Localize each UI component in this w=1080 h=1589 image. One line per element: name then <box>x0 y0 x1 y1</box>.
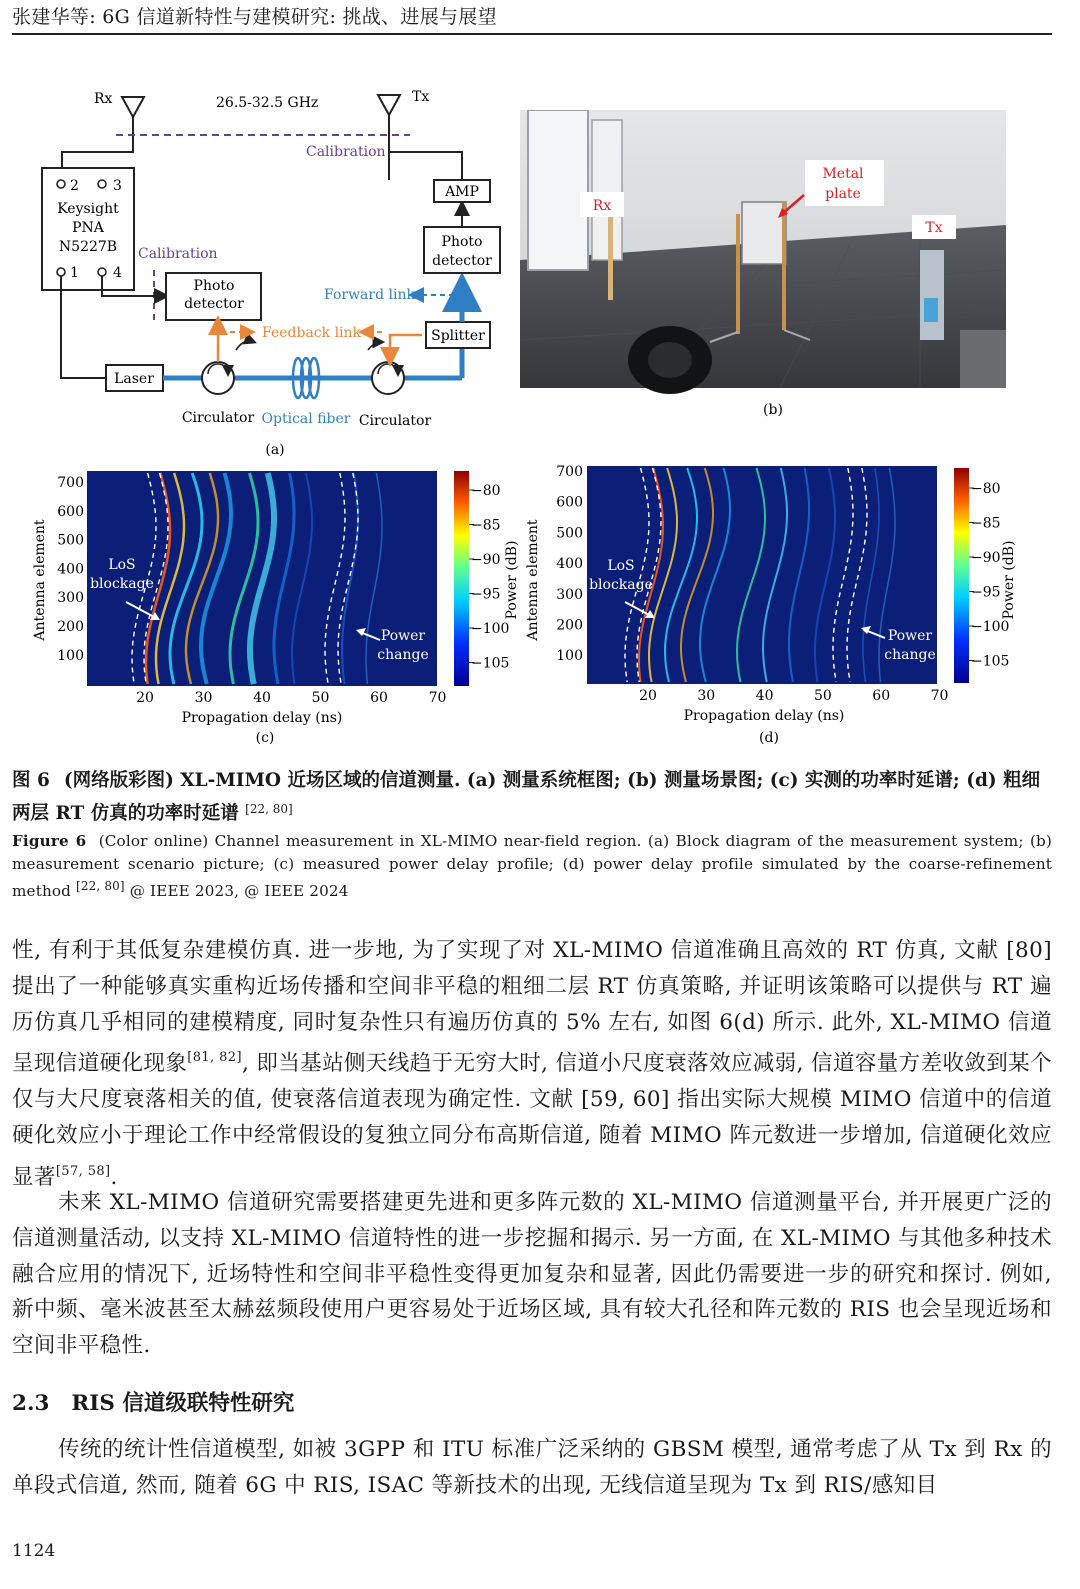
para1-ref-1: [81, 82] <box>187 1050 242 1066</box>
x-tick-label-c: 70 <box>428 690 447 706</box>
colorbar-tick-label-c: −80 <box>471 483 501 499</box>
panel-a-label: (a) <box>265 442 285 458</box>
rx-label: Rx <box>94 91 113 107</box>
cblabel-c: Power (dB) <box>504 540 520 620</box>
x-tick-label-c: 60 <box>370 690 388 706</box>
y-tick-label-c: 600 <box>57 503 84 520</box>
port-1-label: 1 <box>70 265 79 281</box>
heatmap-panel-c <box>30 460 520 750</box>
circulator-left-icon <box>202 362 234 394</box>
ylabel-c: Antenna element <box>32 519 48 641</box>
xlabel-d: Propagation delay (ns) <box>683 708 845 724</box>
circulator-left-label: Circulator <box>181 410 255 426</box>
running-head: 张建华等: 6G 信道新特性与建模研究: 挑战、进展与展望 <box>12 6 497 28</box>
pc-c-1: Power <box>380 628 426 644</box>
x-tick-label-c: 20 <box>136 690 154 706</box>
y-tick-label-d: 100 <box>556 648 583 665</box>
feedback-link-label: Feedback link <box>262 325 362 341</box>
heatmap-panel-d <box>525 460 1020 750</box>
y-tick-label-d: 400 <box>556 556 583 573</box>
y-tick-label-d: 200 <box>556 617 583 634</box>
x-tick-label-c: 30 <box>194 690 213 706</box>
pna-line-3: N5227B <box>58 239 118 255</box>
los-d-2: blockage <box>589 577 653 593</box>
colorbar-tick-label-c: −95 <box>471 586 501 603</box>
port-3-label: 3 <box>113 178 122 194</box>
colorbar-tick-label-d: −105 <box>971 653 1010 670</box>
para1-ref-2: [57, 58] <box>55 1163 111 1179</box>
splitter-label: Splitter <box>431 328 485 344</box>
photo-metal-line-1: Metal <box>822 166 864 182</box>
los-c-2: blockage <box>90 576 154 592</box>
circulator-right-icon <box>372 362 404 394</box>
header-rule <box>12 33 1052 35</box>
x-tick-label-d: 70 <box>930 688 949 704</box>
section-heading <box>12 1386 294 1417</box>
y-tick-label-c: 500 <box>57 532 84 549</box>
figure-panel-c <box>30 460 520 750</box>
colorbar-tick-label-c: −90 <box>471 552 501 568</box>
frequency-label: 26.5-32.5 GHz <box>216 95 319 111</box>
body-paragraph-3: 传统的统计性信道模型, 如被 3GPP 和 ITU 标准广泛采纳的 GBSM 模型, 通常考虑了从 Tx 到 Rx 的单段式信道, 然而, 随着 6G 中 RIS, ISAC 等新技术的出现, 无线信道呈现为 Tx 到 RIS/感知目 <box>12 1437 1052 1498</box>
para1-text-c: . <box>110 1164 118 1190</box>
cblabel-d: Power (dB) <box>1001 540 1017 620</box>
x-tick-label-d: 20 <box>639 688 657 704</box>
colorbar-tick-label-d: −85 <box>971 515 1001 532</box>
x-tick-label-d: 40 <box>755 688 774 704</box>
tx-antenna-icon <box>378 95 400 180</box>
pc-d-2: change <box>884 647 936 663</box>
para1-text-a: 性, 有利于其低复杂建模仿真. 进一步地, 为了实现了对 XL-MIMO 信道准确且高效的 RT 仿真, 文献 [80] 提出了一种能够真实重构近场传播和空间非平稳的粗细二层 RT 仿真策略, 并证明该策略可以提供与 RT 遍历仿真几乎相同的建模精度, 同时复杂性只有遍历仿真的 5% 左右, 如图 6(d) 所示. 此外, XL-MIMO 信道呈现信道硬化现象 <box>12 938 1052 1077</box>
x-tick-label-c: 40 <box>253 690 271 706</box>
pc-d-1: Power <box>887 628 933 644</box>
colorbar-tick-label-d: −90 <box>971 550 1001 566</box>
x-tick-label-c: 50 <box>311 690 330 706</box>
y-tick-label-d: 700 <box>556 464 583 480</box>
panel-d-label: (d) <box>759 730 779 746</box>
ylabel-d: Antenna element <box>525 519 541 641</box>
caption-english <box>12 830 1052 903</box>
rx-antenna-icon <box>122 97 144 138</box>
x-tick-label-d: 50 <box>813 688 832 704</box>
y-tick-label-c: 300 <box>57 590 84 607</box>
figure-panel-a <box>30 80 510 460</box>
y-tick-label-d: 500 <box>556 525 583 542</box>
x-tick-label-d: 60 <box>872 688 891 704</box>
photo-rx-label: Rx <box>592 198 612 214</box>
caption-chinese <box>12 766 1052 828</box>
los-d-1: LoS <box>607 558 635 574</box>
circulator-right-label: Circulator <box>358 413 432 429</box>
optical-fiber-label: Optical fiber <box>261 411 351 427</box>
calibration-left-label: Calibration <box>138 246 218 262</box>
y-tick-label-d: 600 <box>556 494 583 511</box>
caption-cn-number: 图 6 <box>12 770 50 791</box>
para1-text-b: , 即当基站侧天线趋于无穷大时, 信道小尺度衰落效应减弱, 信道容量方差收敛到某个仅与大尺度衰落相关的值, 使衰落信道表现为确定性. 文献 [59, 60] 指出实际大规模 MIMO 信道中的信道硬化效应小于理论工作中经常假设的复独立同分布高斯信道, 随着 MIMO 阵元数进一步增加, 信道硬化效应显著 <box>12 1051 1052 1190</box>
y-tick-label-d: 300 <box>556 586 583 603</box>
photo-detector-right-line-2: detector <box>432 253 492 269</box>
section-number: 2.3 <box>12 1391 50 1416</box>
caption-en-ref: [22, 80] <box>76 879 125 893</box>
pna-line-2: PNA <box>72 220 104 236</box>
colorbar-tick-label-d: −95 <box>971 584 1001 601</box>
y-tick-label-c: 700 <box>57 475 84 491</box>
x-tick-label-d: 30 <box>697 688 716 704</box>
calibration-top-label: Calibration <box>306 144 386 160</box>
body-paragraph-1 <box>12 933 1052 1196</box>
caption-en-text: (Color online) Channel measurement in XL-MIMO near-field region. (a) Block diagram of the measurement system; (b) measurement scenario picture; (c) measured power delay profile; (d) power delay profile simulated by the coarse-refinement method <box>12 832 1053 900</box>
colorbar-tick-label-c: −85 <box>471 517 501 534</box>
caption-en-tail: @ IEEE 2023, @ IEEE 2024 <box>124 882 349 900</box>
colorbar-tick-label-c: −105 <box>471 655 510 672</box>
colorbar-d <box>954 468 969 683</box>
pc-c-2: change <box>377 647 429 663</box>
los-c-1: LoS <box>108 557 136 573</box>
port-4-label: 4 <box>113 265 122 281</box>
figure-panel-d <box>525 460 1020 750</box>
caption-en-number: Figure 6 <box>12 832 87 850</box>
photo-tx-label: Tx <box>925 220 943 236</box>
amp-label: AMP <box>445 184 479 200</box>
laser-label: Laser <box>114 371 154 387</box>
colorbar-tick-label-d: −100 <box>971 619 1010 635</box>
colorbar-c <box>454 471 469 686</box>
tx-label: Tx <box>412 89 430 105</box>
photo-metal-line-2: plate <box>825 186 861 202</box>
photo-detector-left-line-1: Photo <box>193 278 235 294</box>
panel-c-label: (c) <box>255 730 275 746</box>
colorbar-tick-label-d: −80 <box>971 481 1001 497</box>
pna-line-1: Keysight <box>57 201 119 217</box>
port-2-label: 2 <box>70 178 79 194</box>
colorbar-tick-label-c: −100 <box>471 621 510 637</box>
measurement-scene-photo <box>520 110 1006 420</box>
section-title: RIS 信道级联特性研究 <box>71 1391 295 1416</box>
block-diagram <box>30 80 510 460</box>
figure-panel-b <box>520 110 1006 420</box>
xlabel-c: Propagation delay (ns) <box>181 710 343 726</box>
photo-detector-right-line-1: Photo <box>441 234 483 250</box>
caption-cn-text: (网络版彩图) XL-MIMO 近场区域的信道测量. (a) 测量系统框图; (b) 测量场景图; (c) 实测的功率时延谱; (d) 粗细两层 RT 仿真的功率时延谱 <box>12 770 1041 824</box>
body-paragraph-2: 未来 XL-MIMO 信道研究需要搭建更先进和更多阵元数的 XL-MIMO 信道测量平台, 并开展更广泛的信道测量活动, 以支持 XL-MIMO 信道特性的进一步挖掘和揭示. 另一方面, 在 XL-MIMO 与其他多种技术融合应用的情况下, 近场特性和空间非平稳性变得更加复杂和显著, 因此仍需要进一步的研究和探讨. 例如, 新中频、毫米波甚至太赫兹频段使用户更容易处于近场区域, 具有较大孔径和阵元数的 RIS 也会呈现近场和空间非平稳性. <box>12 1190 1052 1359</box>
y-tick-label-c: 200 <box>57 619 84 635</box>
y-tick-label-c: 100 <box>57 647 84 664</box>
photo-detector-left-line-2: detector <box>184 296 244 312</box>
forward-link-label: Forward link <box>324 287 415 303</box>
caption-cn-ref: [22, 80] <box>245 802 293 816</box>
panel-b-label: (b) <box>763 402 783 418</box>
page-number: 1124 <box>12 1541 56 1561</box>
y-tick-label-c: 400 <box>57 561 84 578</box>
